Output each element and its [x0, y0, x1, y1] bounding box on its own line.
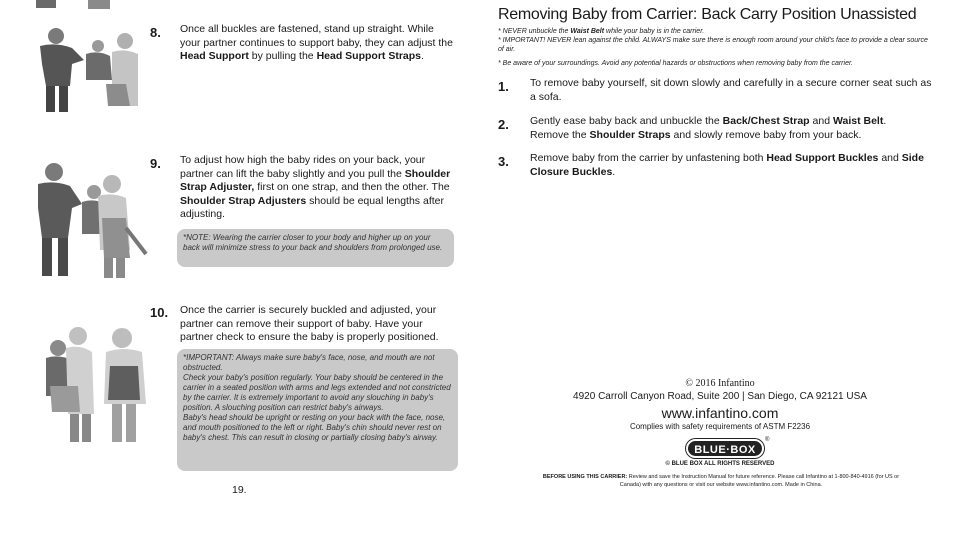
bold-term: Head Support Buckles: [766, 152, 879, 164]
text-run: To remove baby yourself, sit down slowly and carefully in a secure corner seat such as a sofa.: [530, 77, 932, 103]
text-run: and: [878, 152, 902, 164]
bold-term: Shoulder Strap Adjuster,: [180, 167, 451, 193]
text-run: . Remove the: [530, 115, 887, 141]
removal-step-1-number: 1.: [498, 79, 509, 94]
photo-step-9: [30, 158, 150, 280]
text-run: Once the carrier is securely buckled and adjusted, your partner can remove their support of baby. Have your partner check to ensure the baby is properly positioned.: [180, 304, 439, 343]
text-run: .: [421, 50, 424, 62]
removal-step-3-text: [530, 152, 930, 179]
text-run: while your baby is in the carrier.: [604, 28, 705, 35]
photo-step-10-rear: [96, 326, 152, 444]
note-never-lean: [498, 36, 928, 54]
step-9-text: [180, 154, 456, 222]
step-10-note-position: Check your baby's position regularly. Your baby should be centered in the carrier in a seated position with arms and legs extended and not constricted by the carrier. It is extremely important to avoid any slouching in baby's position. A slouching position can restrict baby's airways.: [183, 373, 451, 412]
before-using-text: Review and save the Instruction Manual for future reference. Please call Infantino at 1-800-840-4916 (for US or Canada) with any questions or visit our website www.infantino.com. Made in China.: [619, 474, 900, 488]
bold-term: Back/Chest Strap: [722, 115, 810, 127]
text-run: by pulling the: [248, 50, 317, 62]
text-run: should be equal lengths after adjusting.: [180, 194, 444, 220]
registered-mark: ®: [765, 437, 770, 443]
text-run: Once all buckles are fastened, stand up straight. While your partner continues to support baby, they can adjust the: [180, 23, 453, 49]
step-10-note-head: Baby's head should be upright or resting on your back with the face, nose, and mouth positioned to the left or right. Baby's chin should never rest on baby's chest. This can result in closing or partially closing baby's airway.: [183, 413, 446, 442]
note-surroundings: [498, 59, 928, 68]
bold-term: Head Support: [180, 50, 249, 62]
step-8-number: 8.: [150, 25, 161, 40]
text-run: and slowly remove baby from your back.: [670, 128, 862, 141]
text-run: * Be aware of your surroundings. Avoid any potential hazards or obstructions when removing baby from the carrier.: [498, 60, 853, 67]
text-run: * IMPORTANT! NEVER lean against the child. ALWAYS make sure there is enough room around your child's face to provide a clear source of air.: [498, 37, 928, 53]
photo-step-8: [26, 24, 141, 114]
removal-step-1-text: [530, 77, 940, 104]
rights-reserved: © BLUE BOX ALL RIGHTS RESERVED: [665, 461, 775, 467]
text-run: * NEVER unbuckle the: [498, 28, 571, 35]
before-using-notice: [536, 474, 906, 489]
copyright: © 2016 Infantino: [685, 378, 755, 389]
text-run: first on one strap, and then the other. The: [254, 181, 450, 193]
bold-term: Waist Belt: [570, 28, 605, 35]
step-10-note: [177, 349, 458, 471]
photo-top-crop: [28, 0, 148, 10]
bold-term: Shoulder Straps: [589, 128, 671, 141]
astm-compliance: Complies with safety requirements of ASTM F2236: [629, 422, 811, 431]
note-never-unbuckle: [498, 27, 928, 36]
text-run: .: [612, 165, 616, 178]
step-10-text: [180, 304, 456, 345]
removal-step-3-number: 3.: [498, 154, 509, 169]
before-using-label: BEFORE USING THIS CARRIER:: [542, 474, 628, 480]
safety-notes: [498, 27, 928, 68]
text-run: Remove baby from the carrier by unfastening both: [530, 152, 767, 164]
page-number: 19.: [232, 484, 247, 496]
section-title: Removing Baby from Carrier: Back Carry Position Unassisted: [498, 6, 917, 23]
photo-step-10-back: [38, 326, 98, 444]
text-run: Gently ease baby back and unbuckle the: [530, 115, 723, 127]
text-run: and: [809, 115, 833, 127]
text-run: To adjust how high the baby rides on your back, your partner can lift the baby slightly and you pull the: [180, 154, 426, 180]
company-address: 4920 Carroll Canyon Road, Suite 200 | San Diego, CA 92121 USA: [573, 391, 867, 402]
removal-step-2-text: [530, 115, 920, 142]
bold-term: Head Support Straps: [316, 50, 421, 62]
website-link[interactable]: www.infantino.com: [661, 405, 779, 421]
step-9-note: [177, 229, 454, 267]
bold-term: Waist Belt: [832, 115, 884, 127]
step-10-number: 10.: [150, 305, 169, 320]
blue-box-logo: BLUE·BOX: [686, 439, 764, 458]
removal-step-2-number: 2.: [498, 117, 509, 132]
step-9-note-line: *NOTE: Wearing the carrier closer to your body and higher up on your back will minimize stress to your back and shoulders from prolonged use.: [183, 233, 443, 252]
step-8-text: [180, 23, 456, 64]
bold-term: Shoulder Strap Adjusters: [180, 194, 307, 207]
bold-term: Side Closure Buckles: [530, 152, 924, 178]
step-10-note-important: *IMPORTANT: Always make sure baby's face, nose, and mouth are not obstructed.: [183, 353, 435, 372]
step-9-number: 9.: [150, 156, 161, 171]
